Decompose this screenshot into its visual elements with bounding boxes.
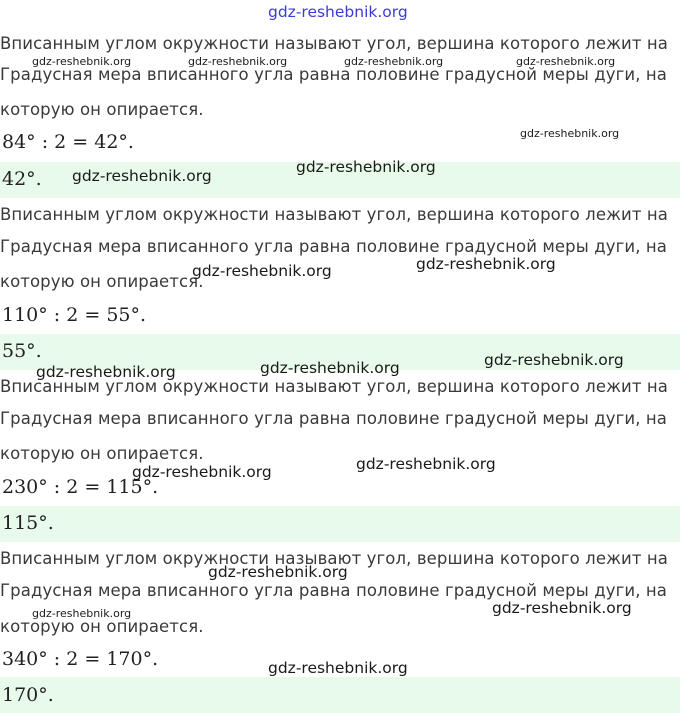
watermark: gdz-reshebnik.org	[36, 363, 176, 381]
watermark: gdz-reshebnik.org	[516, 55, 616, 68]
header-watermark: gdz-reshebnik.org	[268, 3, 408, 21]
theorem-line-end: которую он опирается.	[0, 444, 204, 463]
theorem-line: Градусная мера вписанного угла равна половине градусной меры дуги, на	[0, 65, 667, 84]
answer: 42°.	[2, 168, 42, 190]
watermark: gdz-reshebnik.org	[192, 262, 332, 280]
calculation: 110° : 2 = 55°.	[2, 304, 147, 326]
theorem-line: Градусная мера вписанного угла равна половине градусной меры дуги, на	[0, 581, 667, 600]
definition-line: Вписанным углом окружности называют угол, вершина которого лежит на	[0, 377, 669, 396]
watermark: gdz-reshebnik.org	[260, 359, 400, 377]
watermark: gdz-reshebnik.org	[132, 463, 272, 481]
calculation: 84° : 2 = 42°.	[2, 131, 134, 153]
definition-line: Вписанным углом окружности называют угол, вершина которого лежит на	[0, 34, 669, 53]
watermark: gdz-reshebnik.org	[296, 158, 436, 176]
answer-band	[0, 506, 680, 542]
theorem-line-end: которую он опирается.	[0, 100, 204, 119]
watermark: gdz-reshebnik.org	[520, 127, 620, 140]
watermark: gdz-reshebnik.org	[416, 255, 556, 273]
theorem-line-end: которую он опирается.	[0, 272, 204, 291]
calculation: 230° : 2 = 115°.	[2, 476, 159, 498]
definition-line: Вписанным углом окружности называют угол, вершина которого лежит на	[0, 205, 669, 224]
watermark: gdz-reshebnik.org	[188, 55, 288, 68]
definition-line: Вписанным углом окружности называют угол, вершина которого лежит на	[0, 549, 669, 568]
watermark: gdz-reshebnik.org	[268, 659, 408, 677]
calculation: 340° : 2 = 170°.	[2, 648, 159, 670]
watermark: gdz-reshebnik.org	[484, 351, 624, 369]
watermark: gdz-reshebnik.org	[356, 455, 496, 473]
watermark: gdz-reshebnik.org	[32, 607, 132, 620]
answer: 115°.	[2, 512, 54, 534]
theorem-line: Градусная мера вписанного угла равна половине градусной меры дуги, на	[0, 409, 667, 428]
answer-band	[0, 677, 680, 713]
watermark: gdz-reshebnik.org	[492, 599, 632, 617]
watermark: gdz-reshebnik.org	[72, 167, 212, 185]
watermark: gdz-reshebnik.org	[32, 55, 132, 68]
watermark: gdz-reshebnik.org	[344, 55, 444, 68]
theorem-line: Градусная мера вписанного угла равна половине градусной меры дуги, на	[0, 237, 667, 256]
theorem-line-end: которую он опирается.	[0, 617, 204, 636]
answer: 55°.	[2, 340, 42, 362]
watermark: gdz-reshebnik.org	[208, 563, 348, 581]
answer: 170°.	[2, 684, 54, 706]
